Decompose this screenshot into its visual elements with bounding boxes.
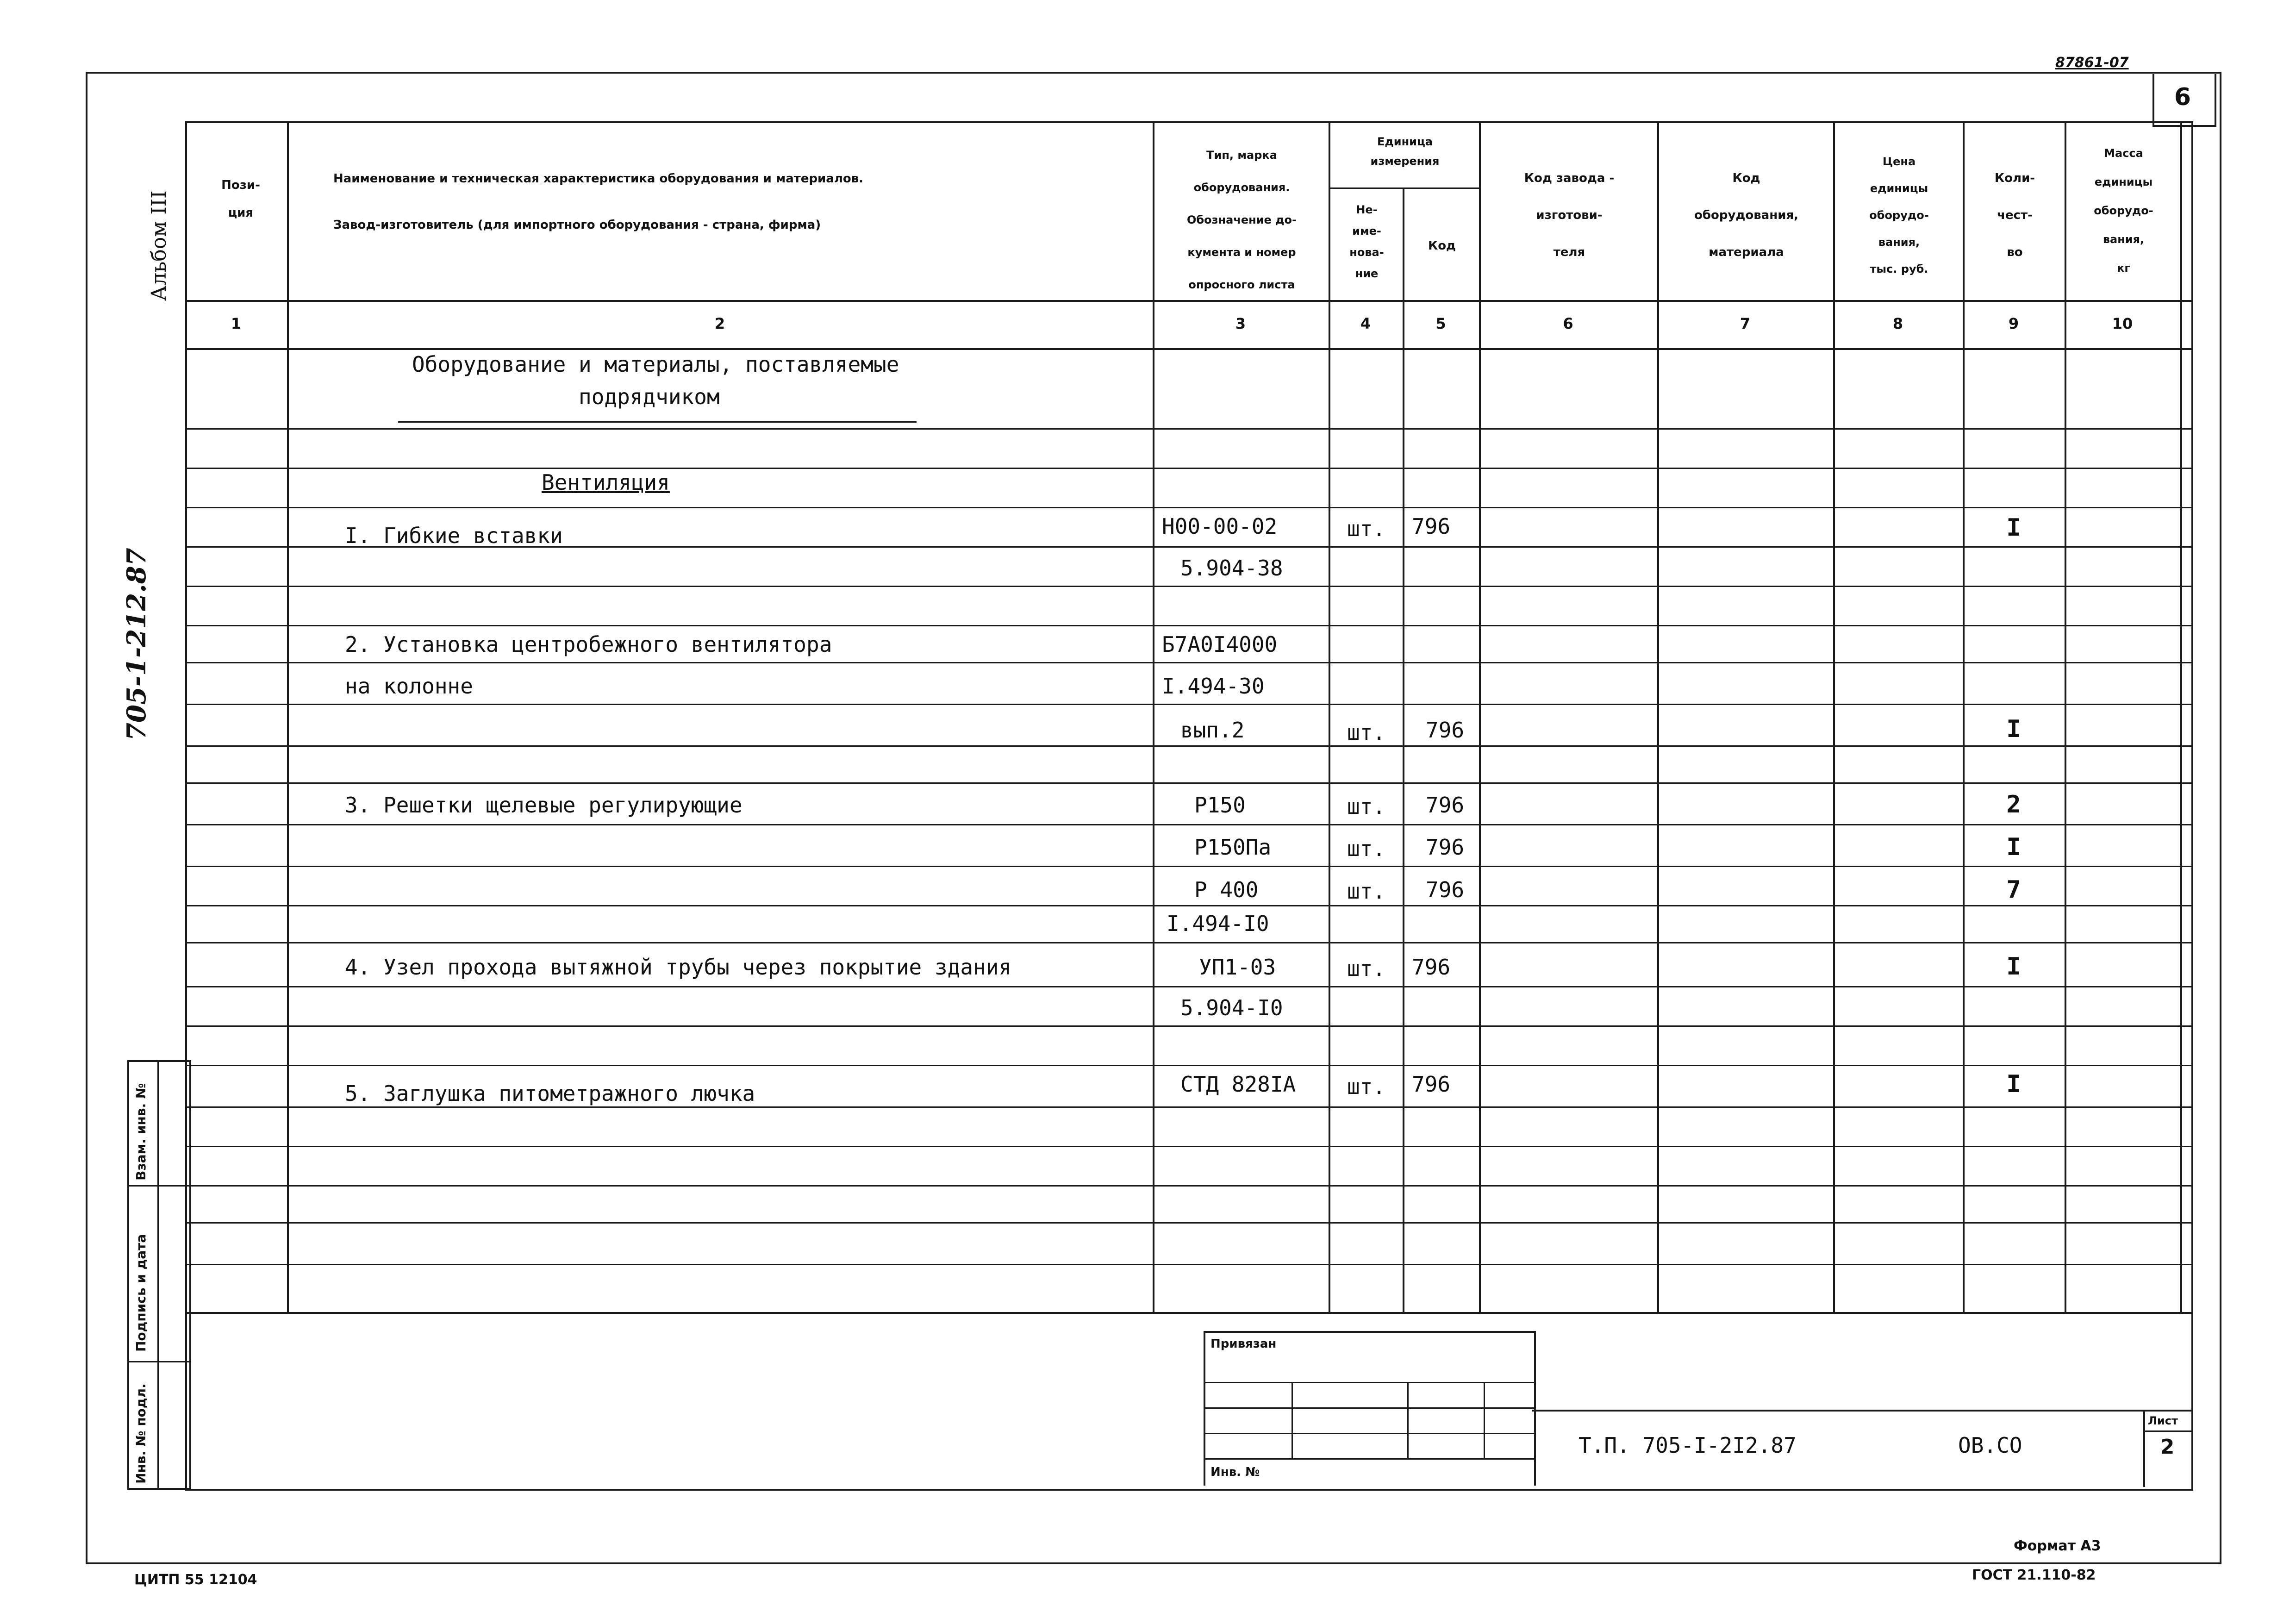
row-2-type: 5.904-38 <box>1180 556 1283 581</box>
row-10-type: УП1-03 <box>1199 955 1276 980</box>
row-rule <box>185 782 2191 784</box>
colnum-6: 6 <box>1563 315 1573 332</box>
row-rule <box>185 1185 2191 1187</box>
header-unit-name: Не- име- нова- ние <box>1349 203 1384 280</box>
header-pos: Пози- ция <box>221 178 260 220</box>
row-rule <box>185 1264 2191 1265</box>
row-rule <box>185 1106 2191 1108</box>
row-rule <box>185 662 2191 663</box>
colnum-7: 7 <box>1740 315 1751 332</box>
frame-right <box>2220 72 2221 1564</box>
row-9-type: I.494-I0 <box>1167 911 1269 936</box>
colnum-bottom-line <box>185 348 2191 350</box>
row-5-qty: I <box>2006 715 2021 743</box>
header-type: Тип, марка оборудования. Обозначение до- кумента и номер опросного листа <box>1187 149 1297 291</box>
subsection-title: Вентиляция <box>542 470 670 495</box>
header-factory-code: Код завода - изготови- теля <box>1524 171 1615 259</box>
row-rule <box>185 986 2191 987</box>
header-name-1: Наименование и техническая характеристика оборудования и материалов. <box>333 172 864 186</box>
header-price: Цена единицы оборудо- вания, тыс. руб. <box>1869 155 1929 275</box>
sheet-label: Лист <box>2148 1414 2178 1427</box>
attached-label: Привязан <box>1210 1337 1277 1351</box>
header-equipment-code: Код оборудования, материала <box>1694 171 1799 259</box>
row-7-type: Р150Па <box>1194 835 1272 860</box>
row-12-qty: I <box>2006 1070 2021 1098</box>
footer-gost: ГОСТ 21.110-82 <box>1972 1567 2096 1583</box>
section-title-underline <box>398 421 917 423</box>
row-rule <box>185 745 2191 747</box>
sheet-number: 2 <box>2160 1435 2175 1459</box>
row-rule <box>185 586 2191 587</box>
row-5-unit: шт. <box>1347 720 1386 745</box>
frame-bottom <box>86 1562 2220 1564</box>
colnum-4: 4 <box>1360 315 1371 332</box>
stamp-replace-inv: Взам. инв. № <box>133 1083 149 1181</box>
row-12-code: 796 <box>1412 1072 1451 1097</box>
row-1-qty: I <box>2006 514 2021 542</box>
col-line-9 <box>2065 121 2066 1313</box>
handwritten-code: 705-1-212.87 <box>121 548 152 741</box>
row-rule <box>185 1065 2191 1066</box>
colnum-8: 8 <box>1892 315 1903 332</box>
album-label: Альбом III <box>147 190 171 301</box>
colnum-9: 9 <box>2008 315 2019 332</box>
row-8-code: 796 <box>1426 877 1465 902</box>
row-5-type: вып.2 <box>1180 718 1245 743</box>
row-1-type: Н00-00-02 <box>1162 514 1278 539</box>
row-6-unit: шт. <box>1347 794 1386 819</box>
row-12-name: 5. Заглушка питометражного лючка <box>345 1081 755 1106</box>
row-8-type: Р 400 <box>1194 877 1259 902</box>
row-rule <box>185 428 2191 430</box>
header-unit-code: Код <box>1428 239 1456 253</box>
attached-vline-2 <box>1407 1382 1409 1458</box>
row-rule <box>185 905 2191 906</box>
col-line-5 <box>1479 121 1481 1313</box>
side-stamp-line-2 <box>127 1361 189 1362</box>
row-6-name: 3. Решетки щелевые регулирующие <box>345 793 742 818</box>
row-6-qty: 2 <box>2006 791 2021 818</box>
col-line-3 <box>1329 121 1330 1313</box>
col-line-7 <box>1833 121 1835 1313</box>
row-8-unit: шт. <box>1347 879 1386 904</box>
row-1-name: I. Гибкие вставки <box>345 523 563 548</box>
col-line-4 <box>1403 187 1404 1313</box>
colnum-5: 5 <box>1435 315 1446 332</box>
row-4-name: на колонне <box>345 674 473 699</box>
section-title-2: подрядчиком <box>579 384 720 409</box>
col-line-1 <box>287 121 289 1313</box>
row-rule <box>185 468 2191 469</box>
row-3-name: 2. Установка центробежного вентилятора <box>345 632 832 657</box>
page-number: 6 <box>2174 83 2191 111</box>
header-quantity: Коли- чест- во <box>1994 171 2035 259</box>
header-mass: Масса единицы оборудо- вания, кг <box>2094 147 2153 275</box>
attached-vline-1 <box>1292 1382 1293 1458</box>
footer-left: ЦИТП 55 12104 <box>134 1572 257 1588</box>
row-7-code: 796 <box>1426 835 1465 860</box>
row-1-unit: шт. <box>1347 516 1386 541</box>
col-line-6 <box>1657 121 1659 1313</box>
row-11-type: 5.904-I0 <box>1180 995 1283 1020</box>
sheet-box-line <box>2143 1430 2191 1432</box>
row-3-type: Б7А0I4000 <box>1162 632 1278 657</box>
row-rule <box>185 1222 2191 1224</box>
colnum-2: 2 <box>714 315 725 332</box>
sheet-code: ОВ.СО <box>1958 1433 2022 1458</box>
row-7-unit: шт. <box>1347 836 1386 861</box>
frame-top <box>86 72 2220 74</box>
row-10-unit: шт. <box>1347 956 1386 981</box>
inv-no-label: Инв. № <box>1210 1465 1260 1479</box>
colnum-3: 3 <box>1235 315 1246 332</box>
attached-line-4 <box>1204 1458 1534 1460</box>
colnum-10: 10 <box>2112 315 2133 332</box>
row-10-code: 796 <box>1412 955 1451 980</box>
frame-left <box>86 72 87 1564</box>
row-5-code: 796 <box>1426 718 1465 743</box>
row-7-qty: I <box>2006 833 2021 861</box>
side-stamp-divider <box>157 1060 159 1488</box>
attached-vline-3 <box>1484 1382 1485 1458</box>
colnum-1: 1 <box>231 315 242 332</box>
stamp-inv-orig: Инв. № подл. <box>133 1383 149 1484</box>
row-rule <box>185 1025 2191 1027</box>
titleblock-line <box>1532 1410 2191 1412</box>
row-12-unit: шт. <box>1347 1074 1386 1099</box>
row-6-code: 796 <box>1426 793 1465 818</box>
col-line-10 <box>2180 121 2182 1313</box>
header-unit-group: Единица измерения <box>1370 135 1440 168</box>
row-6-type: Р150 <box>1194 793 1246 818</box>
row-rule <box>185 704 2191 705</box>
unit-group-line <box>1329 187 1479 189</box>
row-12-type: СТД 828IA <box>1180 1072 1296 1097</box>
row-rule <box>185 866 2191 867</box>
row-rule <box>185 625 2191 626</box>
header-name-2: Завод-изготовитель (для импортного оборудования - страна, фирма) <box>333 218 821 232</box>
stamp-signature-date: Подпись и дата <box>133 1234 149 1352</box>
footer-format: Формат А3 <box>2014 1538 2101 1554</box>
row-4-type: I.494-30 <box>1162 674 1265 699</box>
row-1-code: 796 <box>1412 514 1451 539</box>
corner-code: 87861-07 <box>2055 55 2129 71</box>
row-10-qty: I <box>2006 953 2021 981</box>
side-stamp-line-1 <box>127 1185 189 1187</box>
doc-code: Т.П. 705-I-2I2.87 <box>1578 1433 1797 1458</box>
col-line-2 <box>1153 121 1154 1313</box>
row-rule <box>185 942 2191 943</box>
row-8-qty: 7 <box>2006 876 2021 904</box>
table-body-bottom <box>185 1312 2191 1314</box>
row-10-name: 4. Узел прохода вытяжной трубы через покрытие здания <box>345 955 1012 980</box>
row-rule <box>185 1146 2191 1147</box>
section-title-1: Оборудование и материалы, поставляемые <box>412 352 899 377</box>
row-rule <box>185 824 2191 825</box>
row-rule <box>185 507 2191 508</box>
